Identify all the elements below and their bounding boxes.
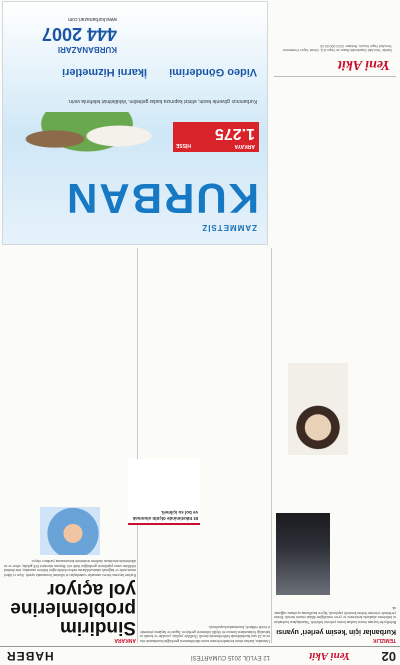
ad-brand-right: İkarni Hizmetleri (62, 66, 147, 78)
left-kicker: TEMİZLİK (372, 637, 396, 643)
right-headline: Sindirim problemlerine yol açıyor (10, 579, 136, 638)
ad-title: KURBAN (65, 175, 259, 222)
masthead-date: 12 EYLÜL 2015 CUMARTESİ (190, 654, 270, 660)
ad-zam-label: ZAMMETSİZ (201, 223, 257, 232)
ad-phone: 444 2007 (41, 24, 117, 44)
middle-paragraph: Uzmanlar, kurban etinin kesimden hemen sonra tüketilmemesi gerektiğini hatırlatarak etin en az 24 saat buzdolabında bekletilmesini önerdi. Özellikle yaşlılar, çocuklar ve kronik rahatsızlığı bulunanların kırmızı eti ölçülü tüketmesi gerekiyor. Izgara ve haşlama yöntemleri tercih edilmeli, kızartmadan kaçınılmalı. (140, 625, 270, 643)
left-headline: Kurbanlar için 'kesim yerleri' uyarısı (276, 628, 396, 635)
price-installment: HİSSE (176, 142, 192, 148)
publisher-box (274, 2, 396, 77)
column-divider (271, 248, 272, 643)
animals-image (7, 112, 167, 172)
masthead (0, 646, 400, 665)
ad-brand-left: Video Gönderimi (169, 66, 257, 78)
column-divider (137, 248, 138, 643)
pull-quote: Et tüketiminde ölçülü olunmalı ve bol su içilmeli. (128, 459, 200, 525)
left-paragraph: Belediyeler bayram öncesi kurban kesim yerlerini belirledi. Vatandaşların kurbanlarını belirlenen alanlarda kestirmesi ve çevre temizliğine dikkat etmesi istendi. Kesim yerlerinde veteriner hekim kontrolü yapılacak, hijyen kurallarına uyulması sağlanacak. (274, 606, 396, 624)
right-kicker: ANKARA (114, 637, 136, 643)
page-number: 02 (381, 649, 396, 664)
right-story (4, 303, 136, 643)
price-box (173, 122, 259, 152)
publisher-logo: Yeni Akit (338, 57, 390, 72)
price-label: ARKAYA (234, 143, 255, 149)
photo-person (276, 513, 330, 595)
publisher-info: Sahibi: Yeni Akit Gazetecilik Basın ve Yayın A.Ş. Genel Yayın Yönetmeni: Yeni Akit Yayın Kurulu. Reklam: 0212 000 00 00 (282, 43, 392, 52)
middle-body (140, 625, 270, 643)
price-amount: 1.275 (214, 125, 255, 142)
right-body (4, 559, 136, 577)
kurban-advertisement (2, 1, 268, 245)
section-title: HABER (6, 649, 54, 663)
ad-web: www.kurbanazari.com (68, 16, 117, 22)
ad-slogan: Kurbanınızı güvenle kesin, etinizi kapınıza kadar getirelim. Vekâletinizi telefonla verin. (67, 98, 257, 104)
middle-story (140, 243, 270, 643)
photo-child (40, 507, 100, 555)
masthead-brand: Yeni Akit (309, 650, 350, 662)
right-paragraph: Kurban bayramı öncesi uzmanlar vatandaşları et tüketimi konusunda uyardı. Aşırı et tüketiminin mide ve bağırsak rahatsızlıklarına neden olabileceğini belirten uzmanlar, etin dinlendirildikten sonra pişirilmesi gerektiğini ifade etti. Bayram süresince lifli gıdalar, sebze ve su tüketiminin artırılması sindirim sisteminin korunmasına yardımcı oluyor. (4, 559, 136, 577)
photo-woman (288, 363, 348, 455)
ad-kurban-line: KURBANAZARI (57, 45, 117, 54)
left-body (274, 606, 396, 624)
